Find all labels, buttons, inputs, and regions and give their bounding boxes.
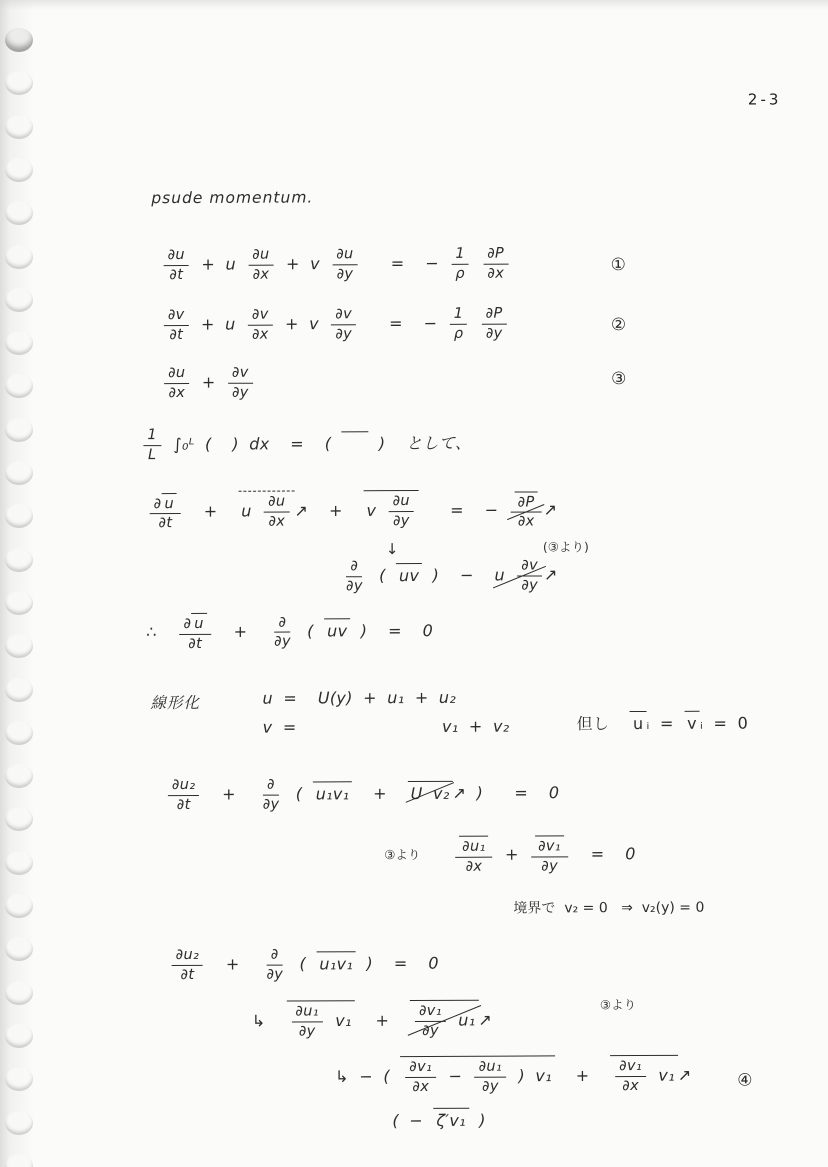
expansion-step-2: ↳ − ( $\frac{\text{∂v₁}}{\partial x}$ − $\frac{\text{∂u₁}}{\partial y}$ ) v₁ + $\frac{\text{∂v₁}}{\partial x}$ v₁ ↗ — [335, 1055, 692, 1096]
expansion-step-1: ↳ $\frac{\text{∂u₁}}{\partial y}$ v₁ + $\frac{\text{∂v₁}}{\partial y}$ u₁ ↗ — [252, 1000, 492, 1040]
tag-circle-3: ③ — [611, 369, 627, 390]
linearization-label: 線形化 — [150, 693, 201, 713]
eq-continuity-perturbation: $\frac{\text{∂u₁}}{\partial x}$ + $\frac{\text{∂v₁}}{\partial y}$ = 0 — [453, 835, 636, 875]
averaged-momentum-eq: $\frac{\partial u}{\partial t}$ + u $\frac{\partial u}{\partial x}$ ↗ + v $\frac{\partial u}{\partial y}$ = − $\frac{\partial P}{\partial x}$ ↗ — [148, 489, 558, 532]
substitution-term: $\frac{\partial}{\partial y}$ ( uv ) − u $\frac{\partial v}{\partial y}$ ↗ — [345, 557, 558, 594]
averaged-result-eq: ∴ $\frac{\partial u}{\partial t}$ + $\frac{\partial}{\partial y}$ ( uv ) = 0 — [146, 614, 434, 652]
decomposition-v: v = v₁ + v₂ — [262, 716, 510, 737]
however-condition: 但し u ᵢ = v ᵢ = 0 — [577, 711, 749, 734]
down-arrow: ↓ — [385, 540, 399, 559]
note-from-eq3-a: (③より) — [542, 539, 589, 555]
averaging-definition: $\frac{1}{L}$ ∫₀ᴸ ( ) dx = ( ) として、 — [141, 426, 471, 464]
page-number: 2-3 — [747, 90, 782, 109]
page-title: psude momentum. — [151, 188, 314, 208]
boundary-condition-note: 境界で v₂ = 0 ⇒ v₂(y) = 0 — [513, 899, 705, 917]
eq-u2-reduced: $\frac{\text{∂u₂}}{\partial t}$ + $\frac{\partial}{\partial y}$ ( u₁v₁ ) = 0 — [170, 946, 439, 984]
tag-circle-4: ④ — [737, 1070, 753, 1091]
tag-circle-1: ① — [610, 255, 626, 276]
eq-momentum-x: $\frac{\partial u}{\partial t}$ + u $\frac{\partial u}{\partial x}$ + v $\frac{\partial u}{\partial y}$ = − $\frac{1}{\rho}$ $\frac{\partial P}{\partial x}$ — [162, 246, 511, 284]
tag-circle-2: ② — [610, 315, 627, 336]
eq-continuity: $\frac{\partial u}{\partial x}$ + $\frac{\partial v}{\partial y}$ — [162, 365, 255, 402]
eq-u2-full: $\frac{\text{∂u₂}}{\partial t}$ + $\frac{\partial}{\partial y}$ ( u₁v₁ + U v₂ ↗ ) = 0 — [166, 775, 560, 813]
eq-momentum-y: $\frac{\partial v}{\partial t}$ + u $\frac{\partial v}{\partial x}$ + v $\frac{\partial v}{\partial y}$ = − $\frac{1}{\rho}$ $\frac{\partial P}{\partial y}$ — [162, 306, 509, 344]
decomposition-u: u = U(y) + u₁ + u₂ — [262, 687, 457, 708]
vorticity-note: ( − ζ′v₁ ) — [392, 1108, 486, 1131]
note-from-eq3-c: ③より — [599, 997, 637, 1013]
note-from-eq3-b: ③より — [384, 846, 421, 863]
